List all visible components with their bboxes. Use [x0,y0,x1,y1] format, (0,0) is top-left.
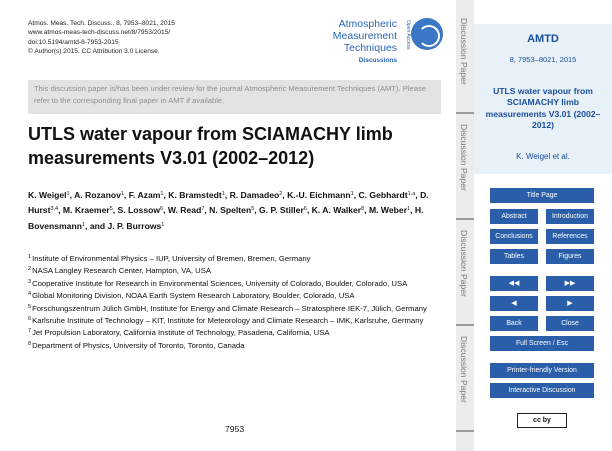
license-line: © Author(s) 2015. CC Attribution 3.0 License. [28,48,160,56]
back-button[interactable]: Back [490,316,538,331]
author-affiliation-marker: 7 [201,206,205,213]
author-name: K. Weigel [28,190,67,200]
affiliation-text: Institute of Environmental Physics – IUP, University of Bremen, Bremen, Germany [32,254,311,263]
author-affiliation-marker: 1,a [407,191,416,197]
affiliation-item [28,264,446,276]
author-name: M. Kraemer [62,205,110,216]
author-affiliation-marker: 8 [361,206,365,213]
affiliation-number: 2 [28,266,32,273]
affiliation-item [28,277,446,289]
author-name: K. Bramstedt [168,190,222,200]
author-affiliation-marker: 1 [81,221,86,228]
strip-divider [456,324,474,326]
strip-label: Discussion Paper [459,230,469,297]
author-name: G. P. Stiller [259,205,304,216]
panel-pages: 8, 7953–8021, 2015 [509,55,577,64]
author-name: A. Rozanov [74,190,121,200]
open-access-label: Open Access [405,20,411,50]
author-name: W. Read [167,205,202,216]
author-affiliation-marker: 6 [160,206,164,213]
author-affiliation-marker: 3,4 [50,206,59,213]
strip-label: Discussion Paper [459,336,469,403]
fullscreen-button[interactable]: Full Screen / Esc [490,336,594,351]
author-name: S. Lossow [117,205,161,216]
panel-authors: K. Weigel et al. [516,152,570,161]
author-affiliation-marker: 2 [279,191,283,197]
globe-icon [411,18,443,50]
introduction-button[interactable]: Introduction [546,209,594,224]
title-page-button[interactable]: Title Page [490,188,594,203]
affiliation-number: 8 [28,340,32,347]
affiliation-item [28,302,446,314]
affiliation-list [28,252,446,351]
author-name: C. Gebhardt [358,190,408,200]
interactive-discussion-button[interactable]: Interactive Discussion [490,383,594,398]
previous-button[interactable]: ◀ [490,296,538,311]
review-notice: This discussion paper is/has been under review for the journal Atmospheric Measurement Techniques (AMT). Please refer to the corresponding final paper in AMT if available. [28,80,441,114]
doi-line: doi:10.5194/amtd-8-7953-2015 [28,38,119,46]
affiliation-number: 5 [28,303,32,310]
affiliation-text: Cooperative Institute for Research in Environmental Sciences, University of Colorado, Boulder, Colorado, USA [32,278,408,288]
logo-text-4: Discussions [358,57,397,64]
affiliation-number: 6 [28,316,32,323]
author-affiliation-marker: 5 [251,206,255,213]
affiliation-item [28,314,446,326]
affiliation-item [28,289,446,301]
author-name: H. Bovensmann [28,205,424,231]
logo-text-1: Atmospheric [338,18,397,30]
citation-line: Atmos. Meas. Tech. Discuss., 8, 7953–8021, 2015 [28,20,175,27]
citation-block [28,19,175,57]
logo-text-3: Techniques [343,42,397,54]
affiliation-item [28,252,446,264]
panel-title: UTLS water vapour from SCIAMACHY limb measurements V3.01 (2002–2012) [485,86,601,131]
strip-divider [456,112,474,114]
author-affiliation-marker: 6 [303,206,307,213]
strip-divider [456,218,474,220]
figures-button[interactable]: Figures [546,249,594,264]
author-name: K. A. Walker [311,205,362,216]
affiliation-text: Forschungszentrum Jülich GmbH, Institute for Energy and Climate Research – Stratosphere IEK-7, Jülich, Germany [32,303,427,313]
panel-journal: AMTD [527,33,559,45]
url-line: www.atmos-meas-tech-discuss.net/8/7953/2015/ [28,29,171,37]
affiliation-text: Karlsruhe Institute of Technology – KIT, Institute for Meteorology and Climate Research – IMK, Karlsruhe, Germany [32,316,424,326]
conclusions-button[interactable]: Conclusions [490,229,538,244]
author-affiliation-marker: 1 [160,191,164,197]
page-number: 7953 [225,424,245,434]
next-button[interactable]: ▶ [546,296,594,311]
author-affiliation-marker: 1 [120,191,124,197]
author-name: N. Spelten [209,205,252,216]
paper-title: UTLS water vapour from SCIAMACHY limb measurements V3.01 (2002–2012) [28,124,393,168]
printer-friendly-button[interactable]: Printer-friendly Version [490,363,594,378]
affiliation-text: Jet Propulsion Laboratory, California Institute of Technology, Pasadena, California, USA [32,328,330,338]
affiliation-number: 7 [28,328,32,335]
author-affiliation-marker: 5 [109,206,113,213]
logo-text-2: Measurement [332,30,397,42]
last-page-button[interactable]: ▶▶ [546,276,594,291]
discussion-paper-strip [456,0,474,451]
references-button[interactable]: References [546,229,594,244]
affiliation-text: Global Monitoring Division, NOAA Earth System Research Laboratory, Boulder, Colorado, USA [32,291,355,301]
journal-logo [320,16,445,70]
author-affiliation-marker: 1 [66,191,70,197]
author-name: M. Weber [369,205,408,216]
tables-button[interactable]: Tables [490,249,538,264]
author-affiliation-marker: 1 [161,221,165,228]
first-page-button[interactable]: ◀◀ [490,276,538,291]
cc-license-badge[interactable]: cc by [517,413,567,428]
author-name: K.-U. Eichmann [287,190,351,200]
strip-label: Discussion Paper [459,18,469,85]
author-affiliation-marker: 1 [221,191,225,197]
affiliation-number: 4 [28,291,32,298]
author-name: R. Damadeo [229,190,280,200]
affiliation-item [28,339,446,351]
author-affiliation-marker: 1 [350,191,354,197]
close-button[interactable]: Close [546,316,594,331]
affiliation-number: 3 [28,278,32,285]
strip-divider [456,430,474,432]
author-name: D. Hurst [28,190,429,216]
author-name: F. Azam [128,190,161,200]
affiliation-text: Department of Physics, University of Toronto, Toronto, Canada [32,340,245,350]
affiliation-text: NASA Langley Research Center, Hampton, VA, USA [32,266,211,276]
author-affiliation-marker: 1 [407,206,411,213]
strip-label: Discussion Paper [459,124,469,191]
affiliation-number: 1 [28,254,32,260]
affiliation-item [28,326,446,338]
author-list: K. Weigel$^1$, A. Rozanov$^1$, F. Azam$^1$, K. Bramstedt$^1$, R. Damadeo$^2$, K.-U. Eichmann$^1$, C. Gebhardt$^{1,a}$, D. Hurst$^{3,4}$, M. Kraemer$^5$, S. Lossow$^6$, W. Read$^7$, N. Spelten$^5$, G. P. Stiller$^6$, K. A. Walker$^8$, M. Weber$^1$, H. Bovensmann$^1$, and J. P. Burrows$^1$ [28,190,429,231]
author-name: and J. P. Burrows [89,220,162,231]
abstract-button[interactable]: Abstract [490,209,538,224]
